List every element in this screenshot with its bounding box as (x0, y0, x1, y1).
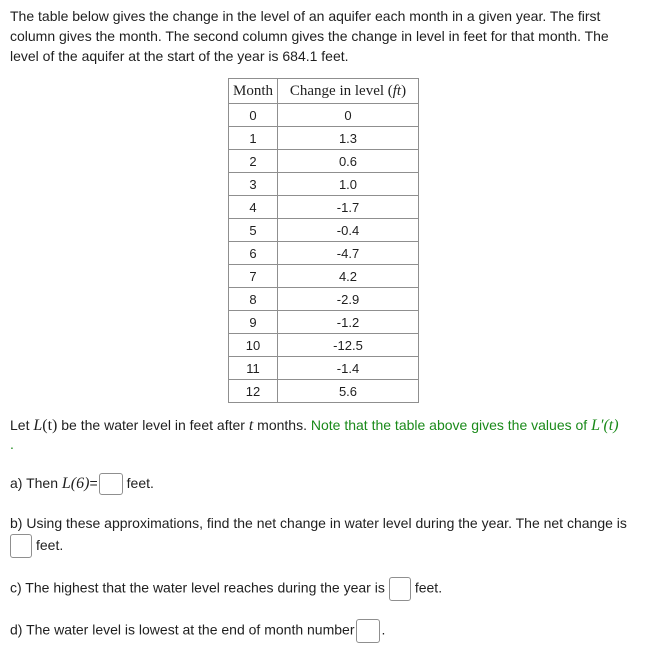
question-c-text: c) The highest that the water level reaches during the year is (10, 579, 385, 596)
change-cell: 1.3 (278, 127, 419, 150)
question-c (10, 577, 442, 601)
table-row (229, 150, 419, 173)
aquifer-table (228, 78, 419, 403)
answer-c-input[interactable] (389, 577, 411, 601)
table-row (229, 219, 419, 242)
note-text: Note that the table above gives the values of (310, 417, 592, 433)
question-b-text: b) Using these approximations, find the net change in water level during the year. The net change is (10, 515, 627, 531)
question-d (10, 619, 385, 643)
table-row (229, 357, 419, 380)
month-cell: 10 (229, 334, 278, 357)
derivative-expr: L′(t) (591, 417, 619, 434)
month-column-header: Month (229, 79, 278, 104)
month-cell: 9 (229, 311, 278, 334)
change-column-header (278, 79, 419, 104)
question-c-unit: feet. (414, 579, 443, 596)
header-close-paren: ) (401, 82, 407, 99)
change-cell: -0.4 (278, 219, 419, 242)
question-a-unit: feet. (126, 475, 154, 491)
table-row (229, 288, 419, 311)
change-cell: -1.4 (278, 357, 419, 380)
definition-line (10, 415, 619, 436)
problem-intro: The table below gives the change in the level of an aquifer each month in a given year. The first column gives the month. The second column gives the change in level in feet for that month. The level of the aquifer at the start of the year is 684.1 feet. (10, 8, 609, 64)
table-row (229, 311, 419, 334)
table-header-row (229, 79, 419, 104)
answer-a-input[interactable] (99, 473, 123, 495)
month-cell: 1 (229, 127, 278, 150)
change-cell: -12.5 (278, 334, 419, 357)
change-cell: 5.6 (278, 380, 419, 403)
month-cell: 5 (229, 219, 278, 242)
month-cell: 8 (229, 288, 278, 311)
month-cell: 2 (229, 150, 278, 173)
table-row (229, 242, 419, 265)
question-d-period: . (381, 621, 386, 638)
change-cell: -1.7 (278, 196, 419, 219)
question-a-expr: L(6) (61, 475, 90, 492)
change-cell: 0 (278, 104, 419, 127)
change-cell: -4.7 (278, 242, 419, 265)
question-a-equals: = (89, 475, 98, 491)
change-cell: -2.9 (278, 288, 419, 311)
change-cell: 1.0 (278, 173, 419, 196)
function-arg: (t) (42, 417, 58, 434)
month-cell: 11 (229, 357, 278, 380)
question-b (10, 512, 638, 558)
note-period: . (10, 436, 14, 452)
unit-ft: ft (392, 82, 402, 99)
question-d-text: d) The water level is lowest at the end of month number (10, 621, 355, 638)
let-prefix: Let (10, 417, 34, 433)
table-row (229, 334, 419, 357)
question-a (10, 473, 154, 495)
table-row (229, 265, 419, 288)
table-row (229, 380, 419, 403)
change-cell: -1.2 (278, 311, 419, 334)
answer-b-input[interactable] (10, 534, 32, 558)
question-b-unit: feet. (36, 537, 64, 553)
function-L: L (33, 417, 43, 434)
month-cell: 0 (229, 104, 278, 127)
change-cell: 4.2 (278, 265, 419, 288)
table-row (229, 127, 419, 150)
month-cell: 12 (229, 380, 278, 403)
table-row (229, 104, 419, 127)
definition-text-2: months. (253, 417, 311, 433)
month-cell: 4 (229, 196, 278, 219)
month-cell: 3 (229, 173, 278, 196)
answer-d-input[interactable] (356, 619, 380, 643)
change-cell: 0.6 (278, 150, 419, 173)
month-cell: 7 (229, 265, 278, 288)
month-cell: 6 (229, 242, 278, 265)
question-a-prefix: a) Then (10, 475, 62, 491)
variable-t: t (248, 417, 254, 434)
table-row (229, 196, 419, 219)
definition-text: be the water level in feet after (57, 417, 249, 433)
change-header-text: Change in level ( (289, 82, 393, 99)
table-row (229, 173, 419, 196)
